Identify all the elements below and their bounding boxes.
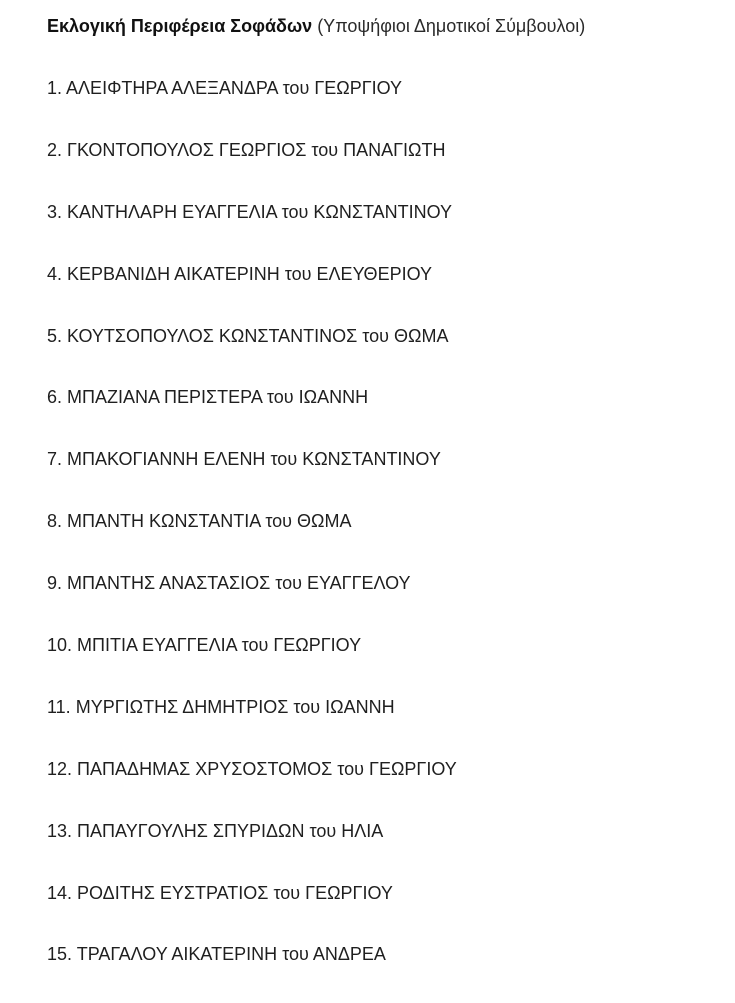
candidate-name: ΜΠΑΖΙΑΝΑ ΠΕΡΙΣΤΕΡΑ <box>67 387 262 408</box>
father-name: ΓΕΩΡΓΙΟΥ <box>273 635 362 656</box>
patronymic-particle: του <box>273 882 301 903</box>
candidate-name: ΜΠΑΝΤΗ ΚΩΝΣΤΑΝΤΙΑ <box>67 511 261 532</box>
father-name: ΗΛΙΑ <box>341 820 384 841</box>
patronymic-particle: του <box>275 573 302 594</box>
item-number: 5. <box>47 325 63 346</box>
father-name: ΕΥΑΓΓΕΛΟΥ <box>306 573 411 594</box>
candidate-name: ΜΠΙΤΙΑ ΕΥΑΓΓΕΛΙΑ <box>77 635 237 656</box>
father-name: ΘΩΜΑ <box>394 325 449 346</box>
item-number: 12. <box>47 758 73 779</box>
item-number: 15. <box>47 944 73 965</box>
list-item <box>47 880 725 906</box>
father-name: ΙΩΑΝΝΗ <box>325 696 395 717</box>
list-item <box>47 632 725 658</box>
father-name: ΙΩΑΝΝΗ <box>298 387 369 408</box>
father-name: ΓΕΩΡΓΙΟΥ <box>305 882 393 903</box>
list-item <box>47 694 725 720</box>
patronymic-particle: του <box>309 820 337 841</box>
candidate-name: ΠΑΠΑΔΗΜΑΣ ΧΡΥΣΟΣΤΟΜΟΣ <box>77 758 333 779</box>
list-item <box>47 323 725 349</box>
item-number: 9. <box>47 573 63 594</box>
patronymic-particle: του <box>282 78 310 98</box>
list-item <box>47 384 725 410</box>
candidate-name: ΤΡΑΓΑΛΟΥ ΑΙΚΑΤΕΡΙΝΗ <box>76 944 278 965</box>
patronymic-particle: του <box>265 511 293 532</box>
item-number: 13. <box>47 820 73 841</box>
candidate-name: ΜΠΑΝΤΗΣ ΑΝΑΣΤΑΣΙΟΣ <box>67 573 271 594</box>
list-item <box>47 199 725 225</box>
item-number: 14. <box>47 882 73 903</box>
candidate-name: ΚΑΝΤΗΛΑΡΗ ΕΥΑΓΓΕΛΙΑ <box>67 201 277 222</box>
list-item <box>47 446 725 472</box>
patronymic-particle: του <box>337 758 365 779</box>
item-number: 10. <box>47 635 73 656</box>
father-name: ΚΩΝΣΤΑΝΤΙΝΟΥ <box>302 449 441 470</box>
heading-subtitle: (Υποψήφιοι Δημοτικοί Σύμβουλοι) <box>317 16 586 36</box>
candidate-name: ΜΠΑΚΟΓΙΑΝΝΗ ΕΛΕΝΗ <box>67 449 266 470</box>
patronymic-particle: του <box>293 696 321 717</box>
candidate-list <box>47 75 725 967</box>
item-number: 3. <box>47 201 63 222</box>
father-name: ΓΕΩΡΓΙΟΥ <box>369 758 457 779</box>
patronymic-particle: του <box>311 139 339 160</box>
patronymic-particle: του <box>270 449 298 470</box>
list-item <box>47 818 725 844</box>
candidate-name: ΡΟΔΙΤΗΣ ΕΥΣΤΡΑΤΙΟΣ <box>77 882 269 903</box>
patronymic-particle: του <box>284 263 312 284</box>
candidate-name: ΜΥΡΓΙΩΤΗΣ ΔΗΜΗΤΡΙΟΣ <box>75 696 289 717</box>
item-number: 8. <box>47 511 63 532</box>
list-item <box>47 508 725 534</box>
candidate-name: ΓΚΟΝΤΟΠΟΥΛΟΣ ΓΕΩΡΓΙΟΣ <box>67 139 307 160</box>
list-item <box>47 137 725 163</box>
item-number: 2. <box>47 139 63 160</box>
item-number: 4. <box>47 263 63 284</box>
list-item <box>47 756 725 782</box>
candidate-name: ΑΛΕΙΦΤΗΡΑ ΑΛΕΞΑΝΔΡΑ <box>66 78 278 98</box>
candidate-name: ΚΕΡΒΑΝΙΔΗ ΑΙΚΑΤΕΡΙΝΗ <box>67 263 280 284</box>
list-item <box>47 261 725 287</box>
patronymic-particle: του <box>362 325 390 346</box>
item-number: 7. <box>47 449 63 470</box>
item-number: 1. <box>47 78 63 98</box>
document-body <box>47 13 725 1003</box>
father-name: ΠΑΝΑΓΙΩΤΗ <box>343 139 446 160</box>
item-number: 6. <box>47 387 63 408</box>
patronymic-particle: του <box>266 387 294 408</box>
item-number: 11. <box>47 696 71 717</box>
page-heading <box>47 13 725 39</box>
list-item <box>47 941 725 967</box>
father-name: ΑΝΔΡΕΑ <box>312 944 386 965</box>
patronymic-particle: του <box>281 201 309 222</box>
patronymic-particle: του <box>282 944 309 965</box>
father-name: ΓΕΩΡΓΙΟΥ <box>314 78 403 98</box>
list-item <box>47 75 725 101</box>
list-item <box>47 570 725 596</box>
patronymic-particle: του <box>241 635 269 656</box>
father-name: ΘΩΜΑ <box>297 511 352 532</box>
candidate-name: ΚΟΥΤΣΟΠΟΥΛΟΣ ΚΩΝΣΤΑΝΤΙΝΟΣ <box>67 325 358 346</box>
father-name: ΕΛΕΥΘΕΡΙΟΥ <box>316 263 433 284</box>
father-name: ΚΩΝΣΤΑΝΤΙΝΟΥ <box>313 201 453 222</box>
heading-title: Εκλογική Περιφέρεια Σοφάδων <box>47 16 313 36</box>
candidate-name: ΠΑΠΑΥΓΟΥΛΗΣ ΣΠΥΡΙΔΩΝ <box>77 820 305 841</box>
